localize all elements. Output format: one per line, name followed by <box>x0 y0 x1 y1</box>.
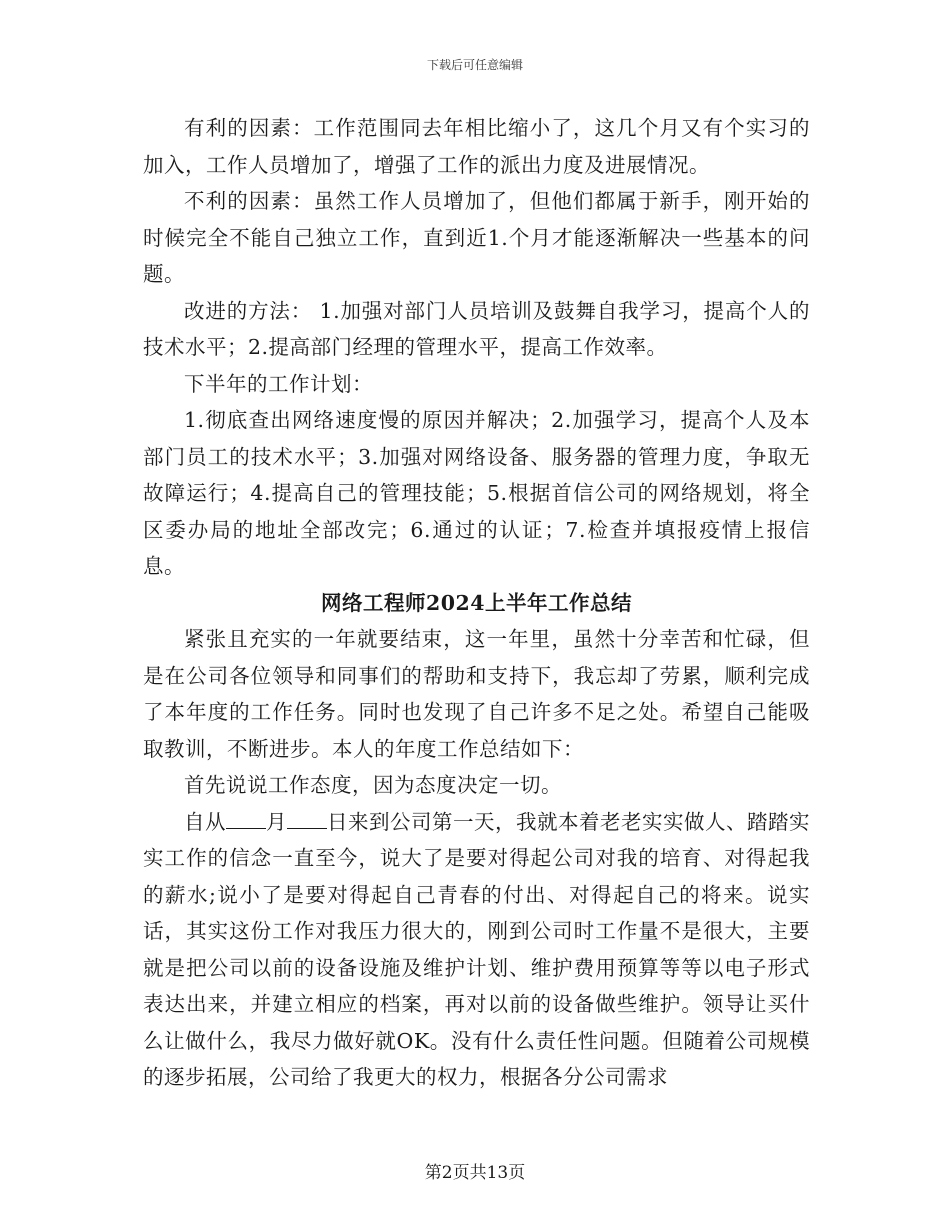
blank-line-day <box>287 805 327 829</box>
paragraph-improvement-methods: 改进的方法： 1.加强对部门人员培训及鼓舞自我学习，提高个人的技术水平；2.提高部门经理的管理水平，提高工作效率。 <box>143 298 810 359</box>
text-segment: 日来到公司第一天，我就本着老老实实做人、踏踏实实工作的信念一直至今，说大了是要对得起公司对我的培育、对得起我的薪水;说小了是要对得起自己青春的付出、对得起自己的将来。说实话，其实这份工作对我压力很大的，刚到公司时工作量不是很大，主要就是把公司以前的设备设施及维护计划、维护费用预算等等以电子形式表达出来，并建立相应的档案，再对以前的设备做些维护。领导让买什么让做什么，我尽力做好就OK。没有什么责任性问题。但随着公司规模的逐步拓展，公司给了我更大的权力，根据各分公司需求 <box>143 809 810 1089</box>
document-title: 网络工程师2024上半年工作总结 <box>320 590 633 615</box>
page-footer: 第2页共13页 <box>424 1163 526 1183</box>
paragraph-plan-items: 1.彻底查出网络速度慢的原因并解决；2.加强学习，提高个人及本部门员工的技术水平；3.加强对网络设备、服务器的管理力度，争取无故障运行；4.提高自己的管理技能；5.根据首信公司的网络规划，将全区委办局的地址全部改完；6.通过的认证；7.检查并填报疫情上报信息。 <box>143 408 810 578</box>
paragraph-since-joining <box>143 804 810 1096</box>
document-body <box>143 110 810 1096</box>
text-segment: 月 <box>266 809 287 834</box>
paragraph-unfavorable-factors: 不利的因素：虽然工作人员增加了，但他们都属于新手，刚开始的时候完全不能自己独立工作，直到近1.个月才能逐渐解决一些基本的问题。 <box>143 189 810 286</box>
paragraph-favorable-factors: 有利的因素：工作范围同去年相比缩小了，这几个月又有个实习的加入，工作人员增加了，增强了工作的派出力度及进展情况。 <box>143 116 810 177</box>
paragraph-plan-heading: 下半年的工作计划： <box>184 371 373 396</box>
page-header: 下载后可任意编辑 <box>426 58 523 72</box>
text-segment: 自从 <box>184 809 226 834</box>
paragraph-work-attitude: 首先说说工作态度，因为态度决定一切。 <box>184 773 562 797</box>
paragraph-intro: 紧张且充实的一年就要结束，这一年里，虽然十分幸苦和忙碌，但是在公司各位领导和同事们的帮助和支持下，我忘却了劳累，顺利完成了本年度的工作任务。同时也发现了自己许多不足之处。希望自己能吸取教训，不断进步。本人的年度工作总结如下： <box>143 627 810 761</box>
blank-line-month <box>226 805 266 829</box>
